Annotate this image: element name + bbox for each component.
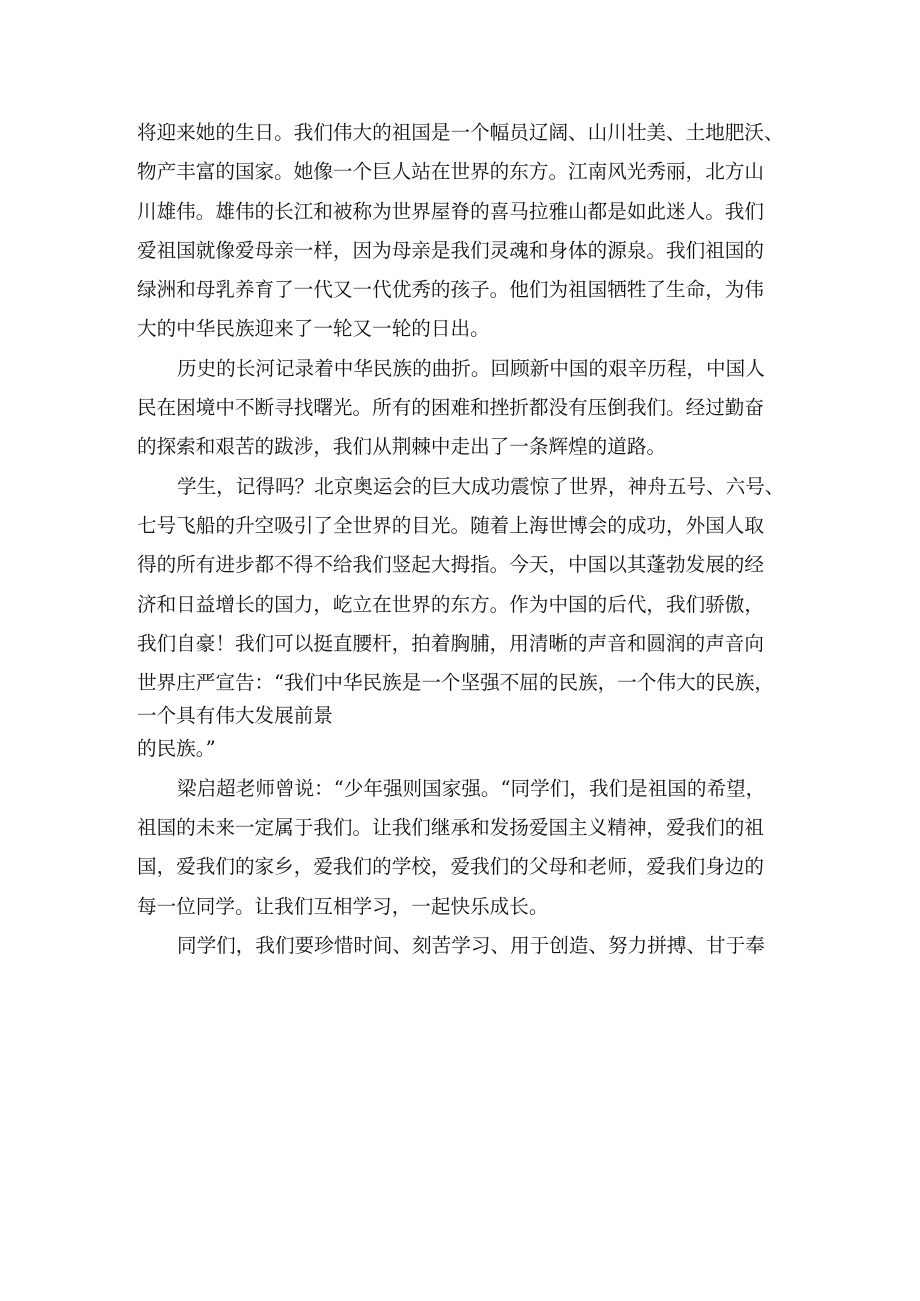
text-line: 爱祖国就像爱母亲一样，因为母亲是我们灵魂和身体的源泉。我们祖国的 xyxy=(137,238,764,262)
paragraph xyxy=(137,926,807,965)
text-line: 的探索和艰苦的跋涉，我们从荆棘中走出了一条辉煌的道路。 xyxy=(137,435,667,459)
text-line: 物产丰富的国家。她像一个巨人站在世界的东方。江南风光秀丽，北方山 xyxy=(137,160,764,184)
paragraph xyxy=(137,113,807,349)
paragraph xyxy=(137,349,807,467)
text-line: 学生，记得吗？北京奥运会的巨大成功震惊了世界，神舟五号、六号、 xyxy=(177,474,785,498)
text-line: 得的所有进步都不得不给我们竖起大拇指。今天，中国以其蓬勃发展的经 xyxy=(137,553,764,577)
text-line: 一个具有伟大发展前景 xyxy=(137,704,333,728)
document-body xyxy=(137,113,807,965)
text-line: 的民族。” xyxy=(137,737,216,761)
text-line: 济和日益增长的国力，屹立在世界的东方。作为中国的后代，我们骄傲， xyxy=(137,592,764,616)
text-line: 七号飞船的升空吸引了全世界的目光。随着上海世博会的成功，外国人取 xyxy=(137,513,764,537)
text-line: 将迎来她的生日。我们伟大的祖国是一个幅员辽阔、山川壮美、土地肥沃、 xyxy=(137,121,784,144)
text-line: 世界庄严宣告：“我们中华民族是一个坚强不屈的民族，一个伟大的民族， xyxy=(137,671,775,695)
paragraph xyxy=(137,769,807,926)
text-line: 同学们，我们要珍惜时间、刻苦学习、用于创造、努力拼搏、甘于奉 xyxy=(177,933,765,957)
text-line: 历史的长河记录着中华民族的曲折。回顾新中国的艰辛历程，中国人 xyxy=(177,356,765,380)
paragraph xyxy=(137,467,807,769)
text-line: 梁启超老师曾说：“少年强则国家强。“同学们，我们是祖国的希望， xyxy=(177,776,766,800)
text-line: 每一位同学。让我们互相学习，一起快乐成长。 xyxy=(137,894,549,918)
text-line: 绿洲和母乳养育了一代又一代优秀的孩子。他们为祖国牺牲了生命，为伟 xyxy=(137,278,764,302)
text-line: 我们自豪！我们可以挺直腰杆，拍着胸脯，用清晰的声音和圆润的声音向 xyxy=(137,631,764,655)
text-line: 国，爱我们的家乡，爱我们的学校，爱我们的父母和老师，爱我们身边的 xyxy=(137,855,764,879)
text-line: 川雄伟。雄伟的长江和被称为世界屋脊的喜马拉雅山都是如此迷人。我们 xyxy=(137,199,764,223)
text-line: 大的中华民族迎来了一轮又一轮的日出。 xyxy=(137,317,490,341)
text-line: 民在困境中不断寻找曙光。所有的困难和挫折都没有压倒我们。经过勤奋 xyxy=(137,396,764,420)
text-line: 祖国的未来一定属于我们。让我们继承和发扬爱国主义精神，爱我们的祖 xyxy=(137,816,764,840)
